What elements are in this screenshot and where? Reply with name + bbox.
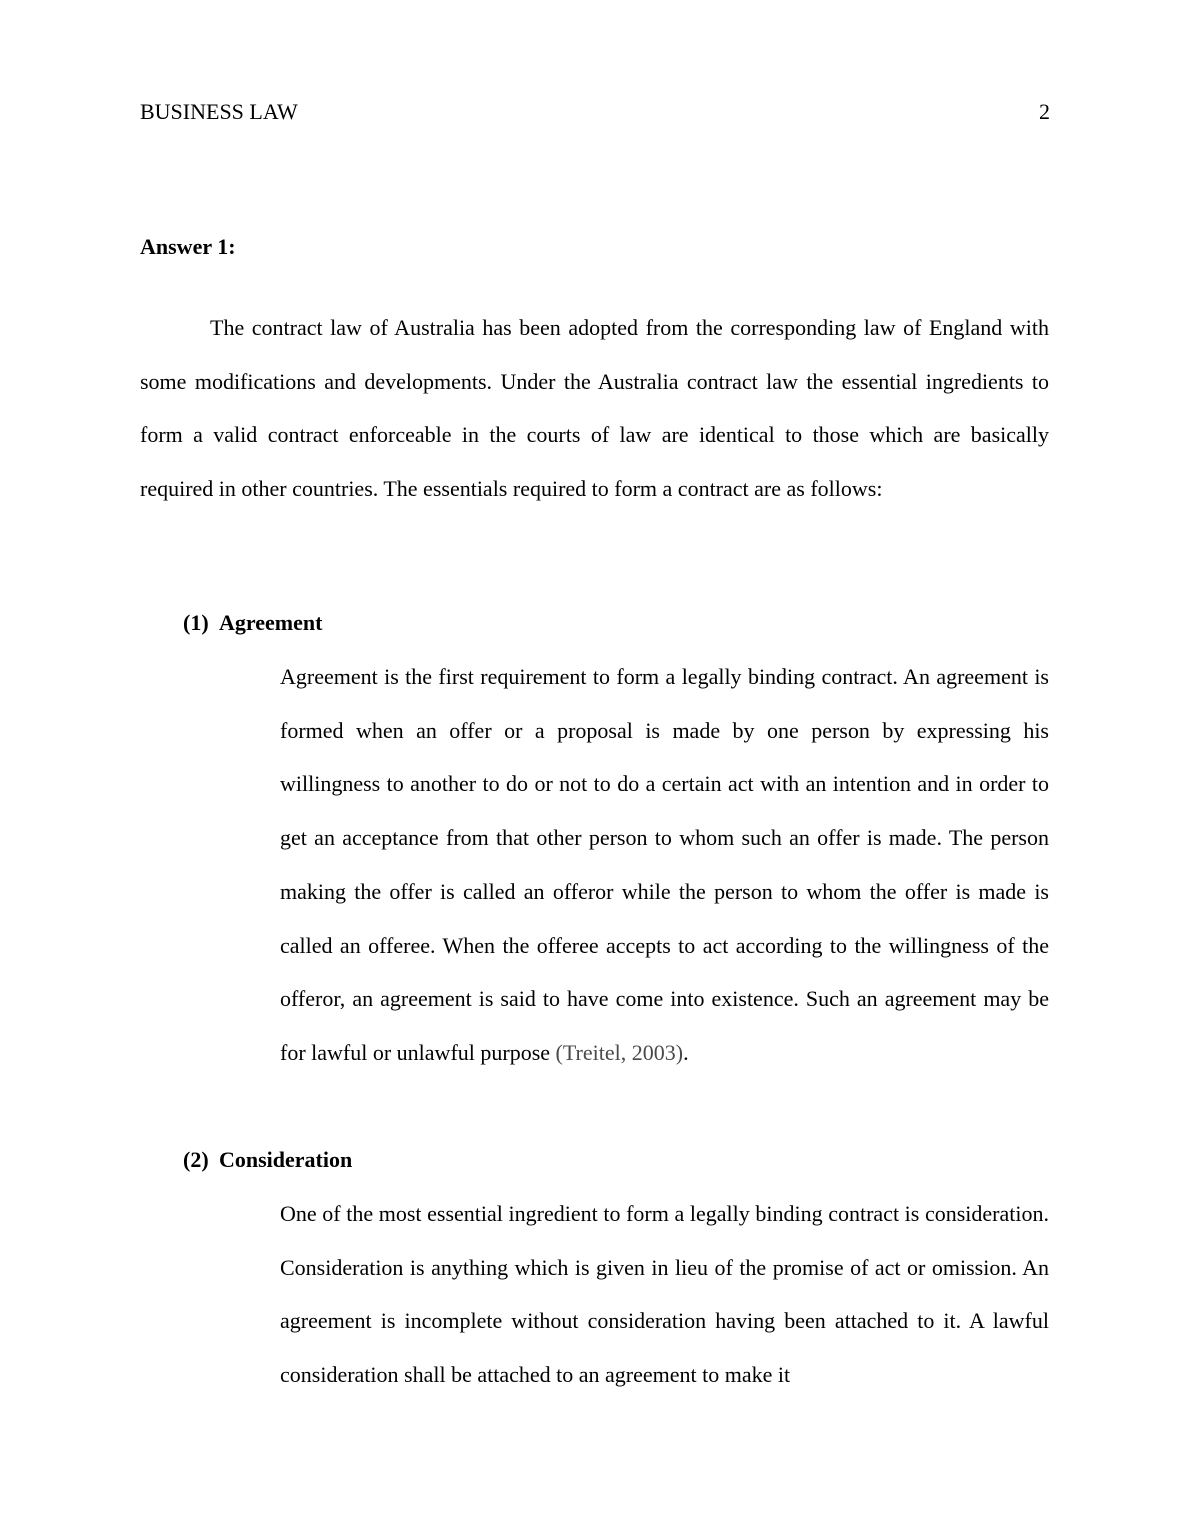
running-head: BUSINESS LAW	[140, 99, 298, 124]
citation-period: .	[683, 1039, 689, 1065]
section-number: (1)	[183, 610, 209, 635]
page-number: 2	[1039, 99, 1050, 124]
section-heading-agreement	[183, 609, 322, 637]
section-heading-consideration	[183, 1146, 352, 1174]
citation: (Treitel, 2003)	[555, 1039, 684, 1065]
consideration-paragraph: One of the most essential ingredient to form a legally binding contract is consideration. Consideration is anything which is given in lieu of the promise of act or omission. An agreement is incomplete without consideration having been attached to it. A lawful consideration shall be attached to an agreement to make it	[280, 1201, 1049, 1388]
section-number: (2)	[183, 1147, 209, 1172]
agreement-body-text: Agreement is the first requirement to form a legally binding contract. An agreement is formed when an offer or a proposal is made by one person by expressing his willingness to another to do or not to do a certain act with an intention and in order to get an acceptance from that other person to whom such an offer is made. The person making the offer is called an offeror while the person to whom the offer is made is called an offeree. When the offeree accepts to act according to the willingness of the offeror, an agreement is said to have come into existence. Such an agreement may be for lawful or unlawful purpose	[280, 664, 1049, 1065]
agreement-paragraph	[280, 650, 1049, 1080]
section-title: Agreement	[219, 610, 323, 635]
intro-paragraph: The contract law of Australia has been adopted from the corresponding law of England with some modifications and developments. Under the Australia contract law the essential ingredients to form a valid contract enforceable in the courts of law are identical to those which are basically required in other countries. The essentials required to form a contract are as follows:	[140, 315, 1049, 502]
answer-heading: Answer 1:	[140, 234, 236, 259]
section-title: Consideration	[219, 1147, 353, 1172]
